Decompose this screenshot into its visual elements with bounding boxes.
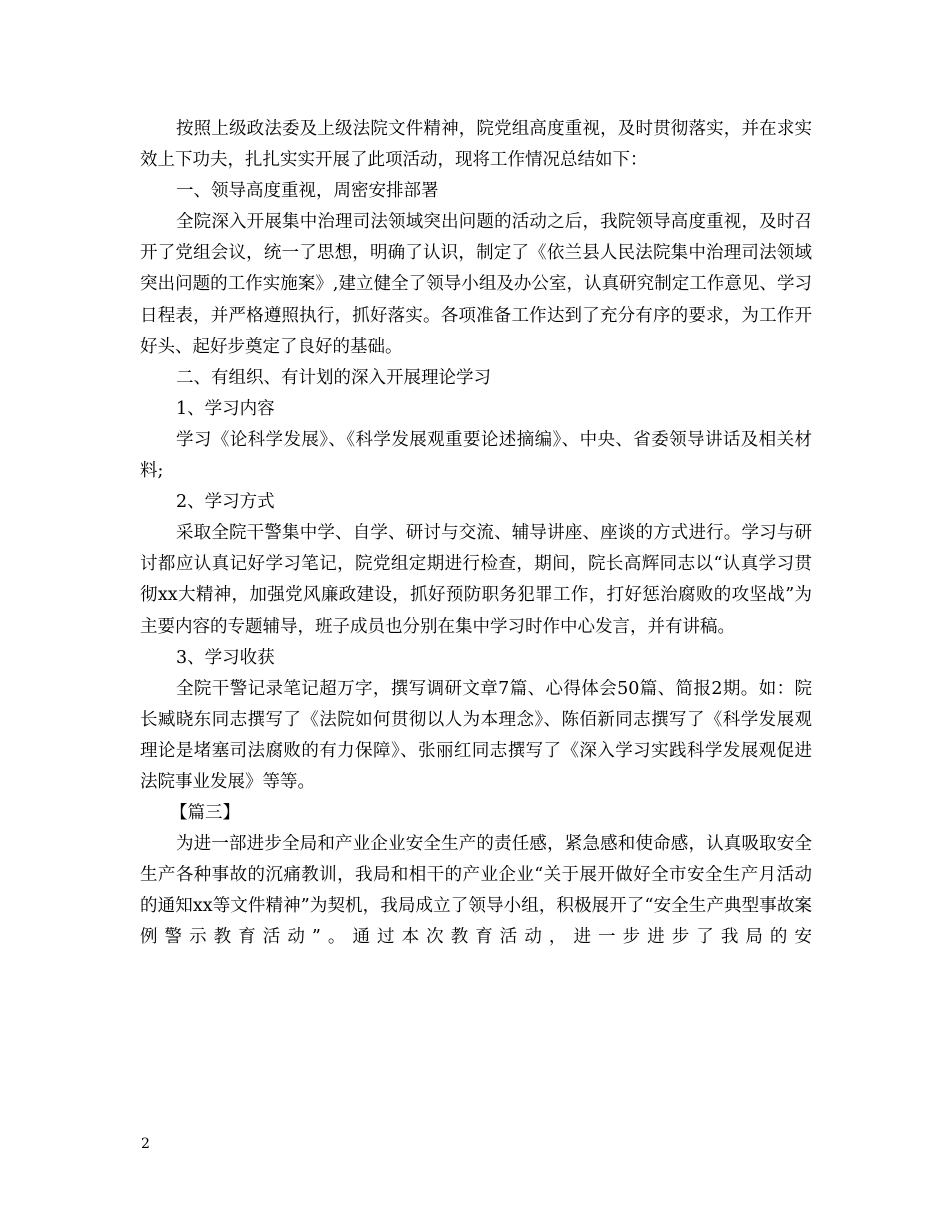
paragraph-part-three: 为进一部进步全局和产业企业安全生产的责任感，紧急感和使命感，认真吸取安全生产各种事故的沉痛教训，我局和相干的产业企业“关于展开做好全市安全生产月活动的通知xx等文件精神”为契机，我局成立了领导小组，积极展开了“安全生产典型事故案例警示教育活动”。通过本次教育活动，进一步进步了我局的安 <box>140 834 812 948</box>
paragraph-study-content: 学习《论科学发展》、《科学发展观重要论述摘编》、中央、省委领导讲话及相关材料; <box>140 429 812 482</box>
page-number: 2 <box>141 1136 150 1152</box>
article-heading-part-three: 【篇三】 <box>170 803 240 824</box>
paragraph-study-method: 采取全院干警集中学、自学、研讨与交流、辅导讲座、座谈的方式进行。学习与研讨都应认真记好学习笔记，院党组定期进行检查，期间，院长高辉同志以“认真学习贯彻xx大精神，加强党风廉政建设，抓好预防职务犯罪工作，打好惩治腐败的攻坚战”为主要内容的专题辅导，班子成员也分别在集中学习时作中心发言，并有讲稿。 <box>140 523 812 637</box>
section-heading-2: 二、有组织、有计划的深入开展理论学习 <box>176 367 491 388</box>
subheading-study-content: 1、学习内容 <box>176 398 275 419</box>
document-body <box>140 114 812 954</box>
subheading-study-method: 2、学习方式 <box>176 492 275 513</box>
section-heading-1: 一、领导高度重视，周密安排部署 <box>176 181 439 202</box>
paragraph-intro: 按照上级政法委及上级法院文件精神，院党组高度重视，及时贯彻落实，并在求实效上下功夫，扎扎实实开展了此项活动，现将工作情况总结如下： <box>140 119 812 171</box>
subheading-study-results: 3、学习收获 <box>176 647 275 668</box>
paragraph-section-1: 全院深入开展集中治理司法领域突出问题的活动之后，我院领导高度重视，及时召开了党组会议，统一了思想，明确了认识，制定了《依兰县人民法院集中治理司法领域突出问题的工作实施案》,建立健全了领导小组及办公室，认真研究制定工作意见、学习日程表，并严格遵照执行，抓好落实。各项准备工作达到了充分有序的要求，为工作开好头、起好步奠定了良好的基础。 <box>140 212 812 357</box>
paragraph-study-results: 全院干警记录笔记超万字，撰写调研文章7篇、心得体会50篇、简报2期。如：院长臧晓东同志撰写了《法院如何贯彻以人为本理念》、陈佰新同志撰写了《科学发展观理论是堵塞司法腐败的有力保障》、张丽红同志撰写了《深入学习实践科学发展观促进法院事业发展》等等。 <box>140 678 812 792</box>
